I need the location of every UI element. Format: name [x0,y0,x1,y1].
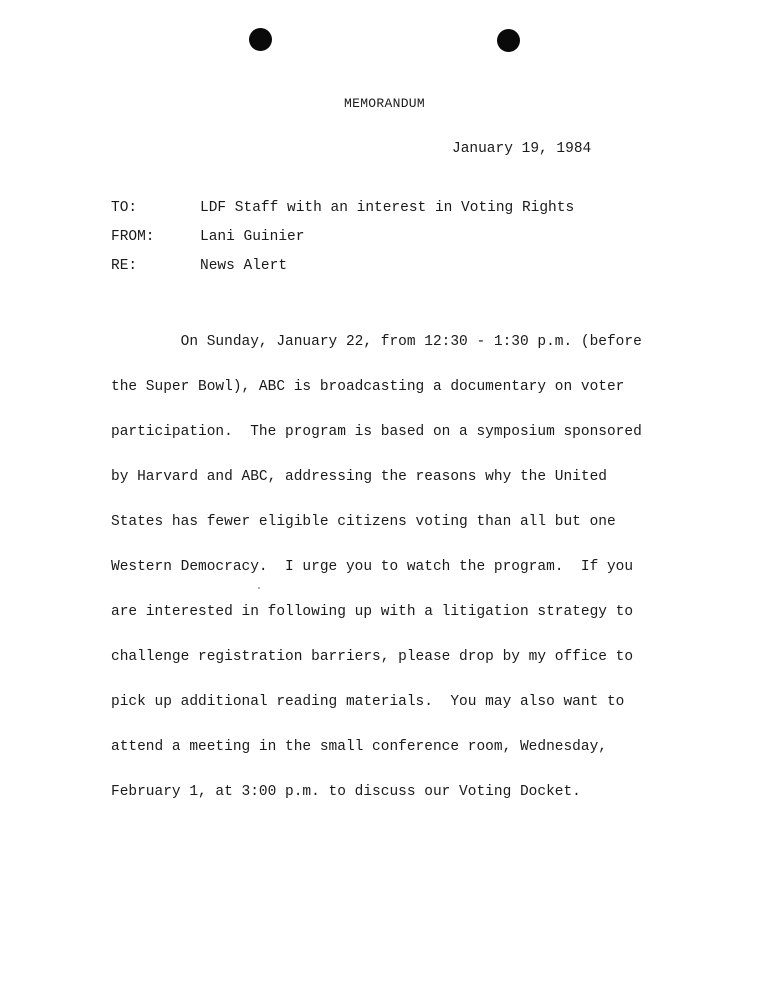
re-row [111,258,287,274]
punch-hole-right [497,29,520,52]
punch-hole-left [249,28,272,51]
memo-title: MEMORANDUM [344,96,426,111]
memo-date: January 19, 1984 [452,141,592,157]
paper-speck [258,587,260,589]
body-line: are interested in following up with a litigation strategy to [111,604,634,620]
body-line: pick up additional reading materials. You may also want to [111,694,625,710]
memo-body [111,305,691,815]
to-label: TO: [111,200,138,216]
body-line: Western Democracy. I urge you to watch the program. If you [111,559,634,575]
from-label: FROM: [111,229,155,245]
from-row [111,229,304,245]
from-value: Lani Guinier [200,229,305,245]
body-line: participation. The program is based on a symposium sponsored [111,424,642,440]
re-label: RE: [111,258,138,274]
body-line: attend a meeting in the small conference room, Wednesday, [111,739,607,755]
body-line: challenge registration barriers, please drop by my office to [111,649,634,665]
to-row [111,200,574,216]
body-line: the Super Bowl), ABC is broadcasting a documentary on voter [111,379,625,395]
body-line: February 1, at 3:00 p.m. to discuss our Voting Docket. [111,784,581,800]
body-line: by Harvard and ABC, addressing the reasons why the United [111,469,607,485]
body-line: On Sunday, January 22, from 12:30 - 1:30 p.m. (before [111,334,642,350]
re-value: News Alert [200,258,288,274]
body-line: States has fewer eligible citizens voting than all but one [111,514,616,530]
to-value: LDF Staff with an interest in Voting Rights [200,200,575,216]
